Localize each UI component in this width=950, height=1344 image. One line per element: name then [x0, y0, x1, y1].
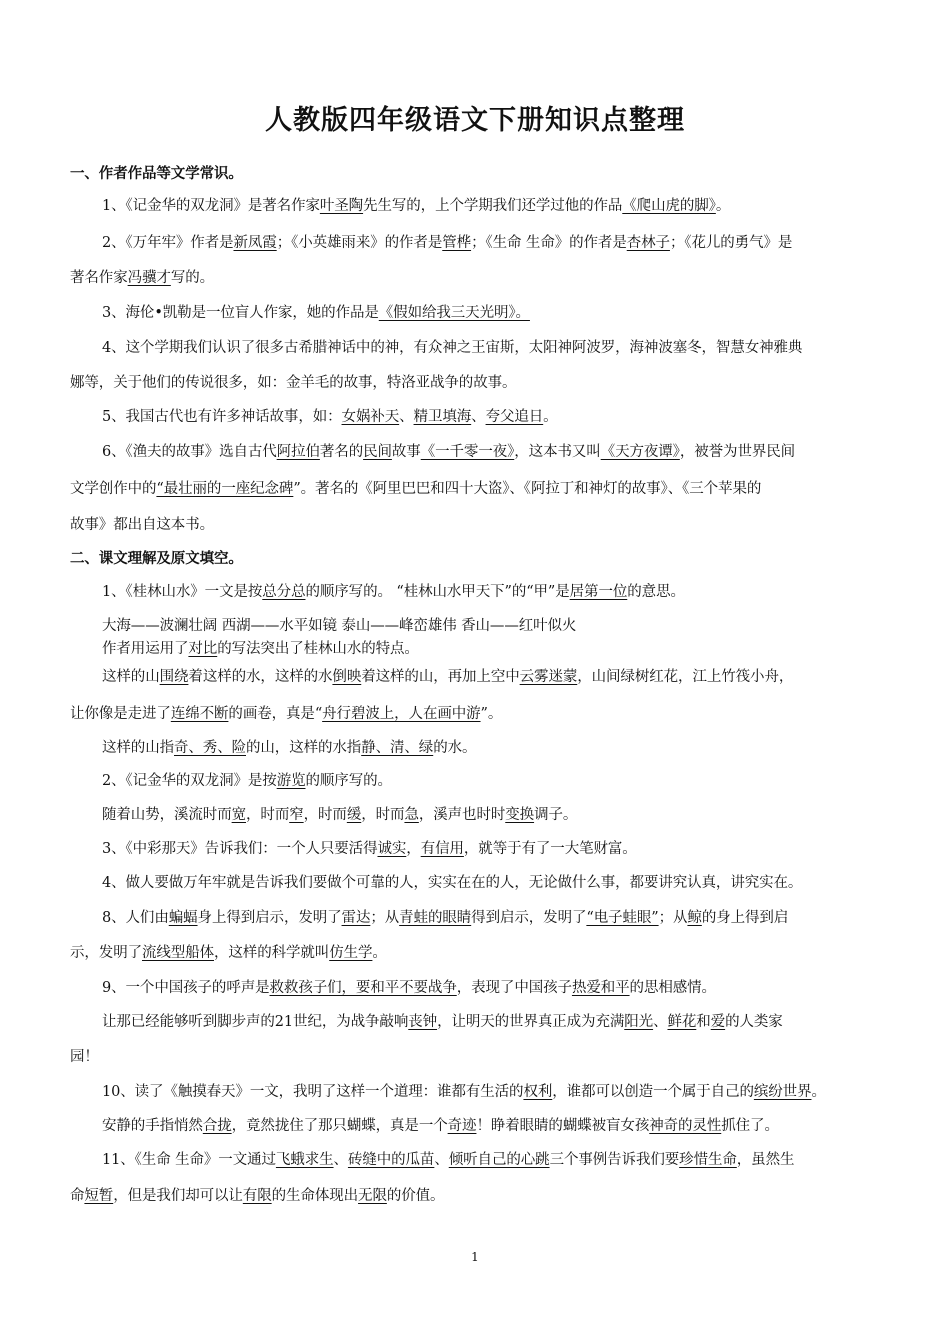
item-1-4: 4、这个学期我们认识了很多古希腊神话中的神，有众神之王宙斯，太阳神阿波罗，海神波塞冬，智慧女神雅典	[102, 340, 803, 356]
text-segment: 。	[372, 945, 387, 961]
fill-in-answer: 杏林子	[626, 235, 670, 251]
text-segment: 抓住了。	[721, 1118, 779, 1134]
text-segment: 故事	[391, 444, 421, 460]
fill-in-answer: 《爬山虎的脚》	[622, 198, 716, 214]
item-2-11-cont	[70, 1184, 444, 1205]
fill-in-answer: 珍惜生命	[679, 1152, 737, 1168]
text-segment: 的思相感情。	[629, 980, 716, 996]
text-segment: 、	[333, 1152, 348, 1168]
text-segment: 、	[399, 409, 414, 425]
item-2-10-quote	[102, 1114, 779, 1135]
text-segment: 。	[811, 1084, 826, 1100]
text-segment: ，虽然生	[736, 1152, 795, 1168]
fill-in-answer: 流线型船体	[142, 945, 214, 961]
fill-in-answer: 夸父追日	[485, 409, 544, 425]
text-segment: 8、人们由	[102, 910, 169, 926]
text-segment: 。	[543, 409, 558, 425]
item-2-1-comparison: 大海——波澜壮阔 西湖——水平如镜 泰山——峰峦雄伟 香山——红叶似火	[102, 618, 577, 634]
text-segment: ，溪声也时时	[418, 807, 506, 823]
fill-in-answer: 连绵不断	[170, 706, 229, 722]
fill-in-answer: 管桦	[442, 235, 472, 251]
document-title: 人教版四年级语文下册知识点整理	[265, 105, 685, 136]
fill-in-answer: 青蛙的眼睛	[399, 910, 472, 926]
text-segment: ，就等于有了一大笔财富。	[463, 841, 637, 857]
text-segment: 6、《渔夫的故事》选自古代	[102, 444, 277, 460]
text-segment: 11、《生命 生命》一文通过	[102, 1152, 276, 1168]
text-segment: ，这样的科学就叫	[214, 945, 330, 961]
text-segment: 命	[70, 1188, 85, 1204]
fill-in-answer: 仿生学	[329, 945, 373, 961]
fill-in-answer: 爱	[710, 1014, 726, 1030]
text-segment: 的画卷，真是“	[228, 706, 323, 722]
text-segment: 、	[434, 1152, 449, 1168]
fill-in-answer: 阿拉伯	[276, 444, 320, 460]
text-segment: ；从	[370, 910, 400, 926]
item-2-9-quote	[102, 1010, 783, 1031]
fill-in-answer: 民间	[363, 444, 392, 460]
text-segment: ，谁都可以创造一个属于自己的	[552, 1084, 754, 1100]
fill-in-answer: 急	[404, 807, 419, 823]
text-segment: 1、《桂林山水》一文是按	[102, 584, 263, 600]
item-1-5	[102, 405, 558, 426]
item-2-9-quote-cont: 园！	[70, 1049, 99, 1065]
fill-in-answer: 宽	[231, 807, 247, 823]
fill-in-answer: 游览	[276, 773, 306, 789]
fill-in-answer: 女娲补天	[341, 409, 400, 425]
item-2-2	[102, 769, 392, 790]
item-2-2-stream	[102, 803, 577, 824]
text-segment: 10、读了《触摸春天》一文，我明了这样一个道理：谁都有生活的	[102, 1084, 524, 1100]
text-segment: 这样的山指	[102, 740, 174, 756]
item-1-6-cont2: 故事》都出自这本书。	[70, 517, 214, 533]
text-segment: ，山间绿树红花，江上竹筏小舟，	[577, 669, 794, 685]
item-1-3	[102, 301, 530, 322]
fill-in-answer: 窄	[289, 807, 304, 823]
text-segment: 文学创作中的	[70, 481, 157, 497]
text-segment: ，时而	[361, 807, 405, 823]
text-segment: 随着山势，溪流时而	[102, 807, 232, 823]
item-2-1-quote	[102, 665, 793, 686]
text-segment: ；《生命 生命》的作者是	[471, 235, 627, 251]
text-segment: 先生写的，上个学期我们还学过他的作品	[363, 198, 623, 214]
text-segment: 3、海伦•凯勒是一位盲人作家，她的作品是	[102, 305, 379, 321]
text-segment: ，这本书又叫	[514, 444, 601, 460]
fill-in-answer: 居第一位	[569, 584, 628, 600]
text-segment: 这样的山	[102, 669, 160, 685]
text-segment: ，时而	[246, 807, 290, 823]
text-segment: 着这样的水，这样的水	[188, 669, 333, 685]
text-segment: 身上得到启示，发明了	[197, 910, 342, 926]
fill-in-answer: 无限	[358, 1188, 387, 1204]
item-1-6	[102, 440, 795, 461]
fill-in-answer: 合拢	[202, 1118, 232, 1134]
text-segment: ；《小英雄雨来》的作者是	[276, 235, 443, 251]
fill-in-answer: 变换	[505, 807, 535, 823]
text-segment: 的价值。	[386, 1188, 445, 1204]
fill-in-answer: 缓	[346, 807, 362, 823]
text-segment: ！睁着眼睛的蝴蝶被盲女孩	[476, 1118, 650, 1134]
fill-in-answer: 云雾迷蒙	[519, 669, 578, 685]
text-segment: 调子。	[534, 807, 578, 823]
text-segment: 著名作家	[70, 270, 128, 286]
fill-in-answer: 救救孩子们，要和平不要战争	[269, 980, 457, 996]
fill-in-answer: 舟行碧波上，人在画中游	[322, 706, 481, 722]
fill-in-answer: 缤纷世界	[753, 1084, 812, 1100]
fill-in-answer: 飞蛾求生	[275, 1152, 334, 1168]
item-2-9	[102, 976, 716, 997]
fill-in-answer: 对比	[188, 641, 218, 657]
item-2-8	[102, 906, 788, 927]
text-segment: ，竟然拢住了那只蝴蝶，真是一个	[231, 1118, 448, 1134]
fill-in-answer: 有信用	[420, 841, 464, 857]
text-segment: 的写法突出了桂林山水的特点。	[217, 641, 419, 657]
text-segment: 和	[696, 1014, 711, 1030]
fill-in-answer: 精卫填海	[413, 409, 472, 425]
fill-in-answer: 鲜花	[667, 1014, 697, 1030]
text-segment: 三个事例告诉我们要	[549, 1152, 680, 1168]
text-segment: ，但是我们却可以让	[113, 1188, 243, 1204]
text-segment: 的顺序写的。 “桂林山水甲天下”的“甲”是	[305, 584, 570, 600]
section-heading-1: 一、作者作品等文学常识。	[70, 166, 243, 182]
text-segment: ，	[406, 841, 421, 857]
fill-in-answer: 砖缝中的瓜苗	[347, 1152, 435, 1168]
item-2-11	[102, 1148, 794, 1169]
text-segment: ；《花儿的勇气》是	[669, 235, 793, 251]
text-segment: 1、《记金华的双龙洞》是著名作家	[102, 198, 320, 214]
fill-in-answer: “最壮丽的一座纪念碑	[156, 481, 294, 497]
item-1-2-cont	[70, 266, 214, 287]
text-segment: 、	[471, 409, 486, 425]
text-segment: 的身上得到启	[701, 910, 789, 926]
item-2-4: 4、做人要做万年牢就是告诉我们要做个可靠的人，实实在在的人，无论做什么事，都要讲究认真，讲究实在。	[102, 875, 803, 891]
section-heading-2: 二、课文理解及原文填空。	[70, 551, 243, 567]
text-segment: 。	[715, 198, 731, 214]
fill-in-answer: 有限	[242, 1188, 272, 1204]
item-2-3	[102, 837, 637, 858]
text-segment: 得到启示，发明了	[471, 910, 587, 926]
item-1-2	[102, 231, 792, 252]
fill-in-answer: 静、清、绿	[361, 740, 434, 756]
text-segment: 3、《中彩那天》告诉我们：一个人只要活得	[102, 841, 378, 857]
fill-in-answer: 新凤霞	[233, 235, 277, 251]
item-1-1	[102, 194, 730, 215]
fill-in-answer: 倒映	[332, 669, 362, 685]
fill-in-answer: 诚实	[377, 841, 407, 857]
text-segment: ；从	[658, 910, 688, 926]
fill-in-answer: 蝙蝠	[168, 910, 198, 926]
fill-in-answer: 短暂	[84, 1188, 114, 1204]
item-2-1-quote-cont	[70, 702, 502, 723]
text-segment: 9、一个中国孩子的呼声是	[102, 980, 270, 996]
item-2-1-features	[102, 736, 476, 757]
text-segment: 5、我国古代也有许多神话故事，如：	[102, 409, 342, 425]
item-1-4-cont: 娜等，关于他们的传说很多，如：金羊毛的故事，特洛亚战争的故事。	[70, 375, 517, 391]
fill-in-answer: 总分总	[262, 584, 306, 600]
text-segment: ，让明天的世界真正成为充满	[437, 1014, 625, 1030]
text-segment: 让你像是走进了	[70, 706, 171, 722]
text-segment: 着这样的山，再加上空中	[361, 669, 520, 685]
text-segment: 的顺序写的。	[305, 773, 392, 789]
fill-in-answer: 《一千零一夜》	[420, 444, 515, 460]
text-segment: ，表现了中国孩子	[456, 980, 572, 996]
text-segment: 的生命体现出	[271, 1188, 359, 1204]
fill-in-answer: “电子蛙眼”	[586, 910, 659, 926]
text-segment: ，时而	[303, 807, 347, 823]
text-segment: ”。著名的《阿里巴巴和四十大盗》、《阿拉丁和神灯的故事》、《三个苹果的	[293, 481, 762, 497]
fill-in-answer: 奇迹	[447, 1118, 477, 1134]
fill-in-answer: 冯骥才	[127, 270, 171, 286]
text-segment: 2、《记金华的双龙洞》是按	[102, 773, 277, 789]
text-segment: 作者用运用了	[102, 641, 189, 657]
text-segment: 的意思。	[627, 584, 685, 600]
item-2-1-contrast	[102, 637, 419, 658]
text-segment: 的水。	[433, 740, 477, 756]
fill-in-answer: 奇、秀、险	[174, 740, 246, 756]
fill-in-answer: 叶圣陶	[319, 198, 364, 214]
text-segment: 写的。	[170, 270, 215, 286]
fill-in-answer: 神奇的灵性	[649, 1118, 722, 1134]
fill-in-answer: 《天方夜谭》	[600, 444, 680, 460]
fill-in-answer: 权利	[523, 1084, 553, 1100]
page-number: 1	[471, 1250, 479, 1264]
text-segment: 的人类家	[725, 1014, 783, 1030]
fill-in-answer: 鲸	[687, 910, 702, 926]
fill-in-answer: 《假如给我三天光明》。	[378, 305, 530, 321]
item-2-10	[102, 1080, 826, 1101]
item-2-8-cont	[70, 941, 387, 962]
text-segment: 、	[653, 1014, 668, 1030]
text-segment: ，被誉为世界民间	[679, 444, 796, 460]
item-1-6-cont	[70, 477, 761, 498]
text-segment: 2、《万年牢》作者是	[102, 235, 234, 251]
text-segment: 让那已经能够听到脚步声的21世纪，为战争敲响	[102, 1014, 409, 1030]
fill-in-answer: 热爱和平	[571, 980, 630, 996]
item-2-1	[102, 580, 685, 601]
text-segment: 安静的手指悄然	[102, 1118, 203, 1134]
fill-in-answer: 倾听自己的心跳	[448, 1152, 550, 1168]
text-segment: ”。	[480, 706, 503, 722]
text-segment: 的山，这样的水指	[246, 740, 362, 756]
fill-in-answer: 丧钟	[408, 1014, 438, 1030]
text-segment: 著名的	[319, 444, 364, 460]
text-segment: 示，发明了	[70, 945, 142, 961]
fill-in-answer: 围绕	[159, 669, 189, 685]
fill-in-answer: 阳光	[624, 1014, 654, 1030]
fill-in-answer: 雷达	[341, 910, 371, 926]
